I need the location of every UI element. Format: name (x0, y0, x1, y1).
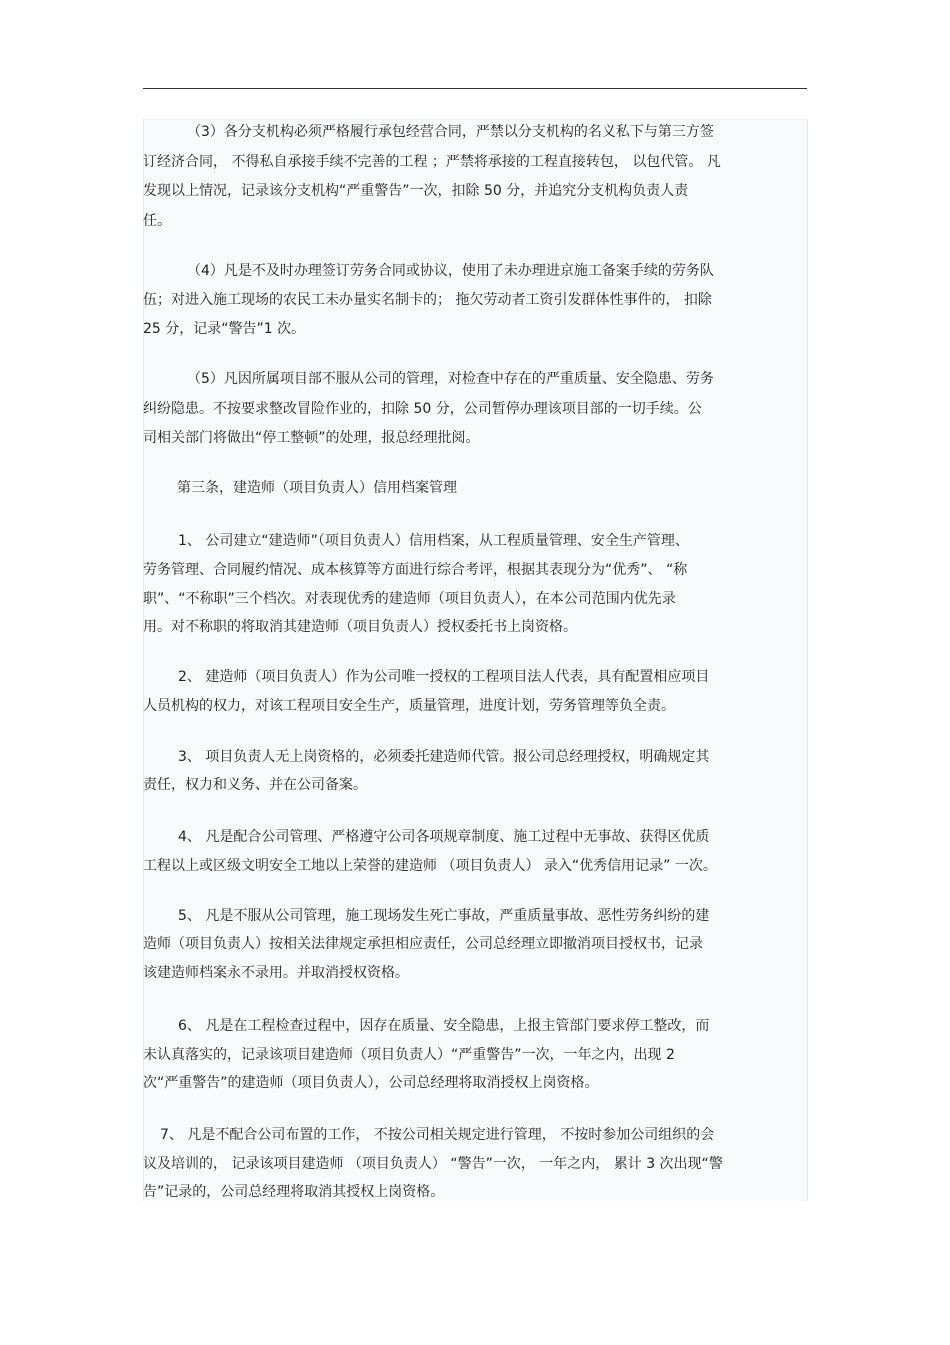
list-item-line: 5、 凡是不服从公司管理，施工现场发生死亡事故，严重质量事故、恶性劳务纠纷的建 (178, 908, 710, 924)
header-rule (143, 88, 807, 89)
paragraph-line: 司相关部门将做出“停工整顿”的处理，报总经理批阅。 (143, 430, 480, 446)
paragraph-line: 纠纷隐患。不按要求整改冒险作业的，扣除 50 分，公司暂停办理该项目部的一切手续。公 (143, 401, 702, 417)
list-item-line: 次“严重警告”的建造师（项目负责人），公司总经理将取消授权上岗资格。 (143, 1075, 599, 1091)
list-item-line: 1、 公司建立“建造师”（项目负责人）信用档案，从工程质量管理、安全生产管理、 (178, 533, 689, 549)
list-item-line: 用。对不称职的将取消其建造师（项目负责人）授权委托书上岗资格。 (143, 619, 577, 635)
paragraph-line: 伍；对进入施工现场的农民工未办量实名制卡的； 拖欠劳动者工资引发群体性事件的， 扣除 (143, 292, 712, 308)
list-item-line: 7、 凡是不配合公司布置的工作， 不按公司相关规定进行管理， 不按时参加公司组织的会 (160, 1127, 715, 1143)
list-item-line: 职”、“不称职”三个档次。对表现优秀的建造师（项目负责人），在本公司范围内优先录 (143, 591, 676, 607)
list-item-line: 2、 建造师（项目负责人）作为公司唯一授权的工程项目法人代表，具有配置相应项目 (178, 669, 710, 685)
list-item-line: 该建造师档案永不录用。并取消授权资格。 (143, 965, 409, 981)
paragraph-line: 任。 (143, 213, 171, 229)
paragraph-line: 发现以上情况，记录该分支机构“严重警告”一次，扣除 50 分，并追究分支机构负责人责 (143, 183, 689, 199)
section-heading: 第三条，建造师（项目负责人）信用档案管理 (177, 480, 457, 496)
list-item-line: 责任，权力和义务、并在公司备案。 (143, 777, 367, 793)
list-item-line: 告”记录的，公司总经理将取消其授权上岗资格。 (143, 1184, 445, 1200)
list-item-line: 工程以上或区级文明安全工地以上荣誉的建造师 （项目负责人） 录入“优秀信用记录” 一次。 (143, 858, 717, 874)
list-item-line: 造师（项目负责人）按相关法律规定承担相应责任，公司总经理立即撤消项目授权书，记录 (143, 936, 703, 952)
paragraph-line: 25 分，记录“警告”1 次。 (143, 321, 306, 337)
list-item-line: 4、 凡是配合公司管理、严格遵守公司各项规章制度、施工过程中无事故、获得区优质 (178, 829, 710, 845)
paragraph-line: （4）凡是不及时办理签订劳务合同或协议，使用了未办理进京施工备案手续的劳务队 (187, 263, 714, 279)
list-item-line: 3、 项目负责人无上岗资格的，必须委托建造师代管。报公司总经理授权，明确规定其 (178, 749, 710, 765)
paragraph-line: （3）各分支机构必须严格履行承包经营合同，严禁以分支机构的名义私下与第三方签 (187, 124, 714, 140)
list-item-line: 劳务管理、合同履约情况、成本核算等方面进行综合考评，根据其表现分为“优秀”、 “称 (143, 562, 688, 578)
list-item-line: 6、 凡是在工程检查过程中，因存在质量、安全隐患，上报主管部门要求停工整改，而 (178, 1018, 710, 1034)
list-item-line: 议及培训的， 记录该项目建造师 （项目负责人） “警告”一次， 一年之内， 累计 3 次出现“警 (143, 1156, 723, 1172)
list-item-line: 人员机构的权力，对该工程项目安全生产，质量管理，进度计划，劳务管理等负全责。 (143, 698, 675, 714)
paragraph-line: （5）凡因所属项目部不服从公司的管理，对检查中存在的严重质量、安全隐患、劳务 (187, 371, 714, 387)
list-item-line: 未认真落实的，记录该项目建造师（项目负责人）“严重警告”一次，一年之内，出现 2 (143, 1047, 675, 1063)
paragraph-line: 订经济合同， 不得私自承接手续不完善的工程 ；严禁将承接的工程直接转包， 以包代管。 凡 (143, 154, 721, 170)
